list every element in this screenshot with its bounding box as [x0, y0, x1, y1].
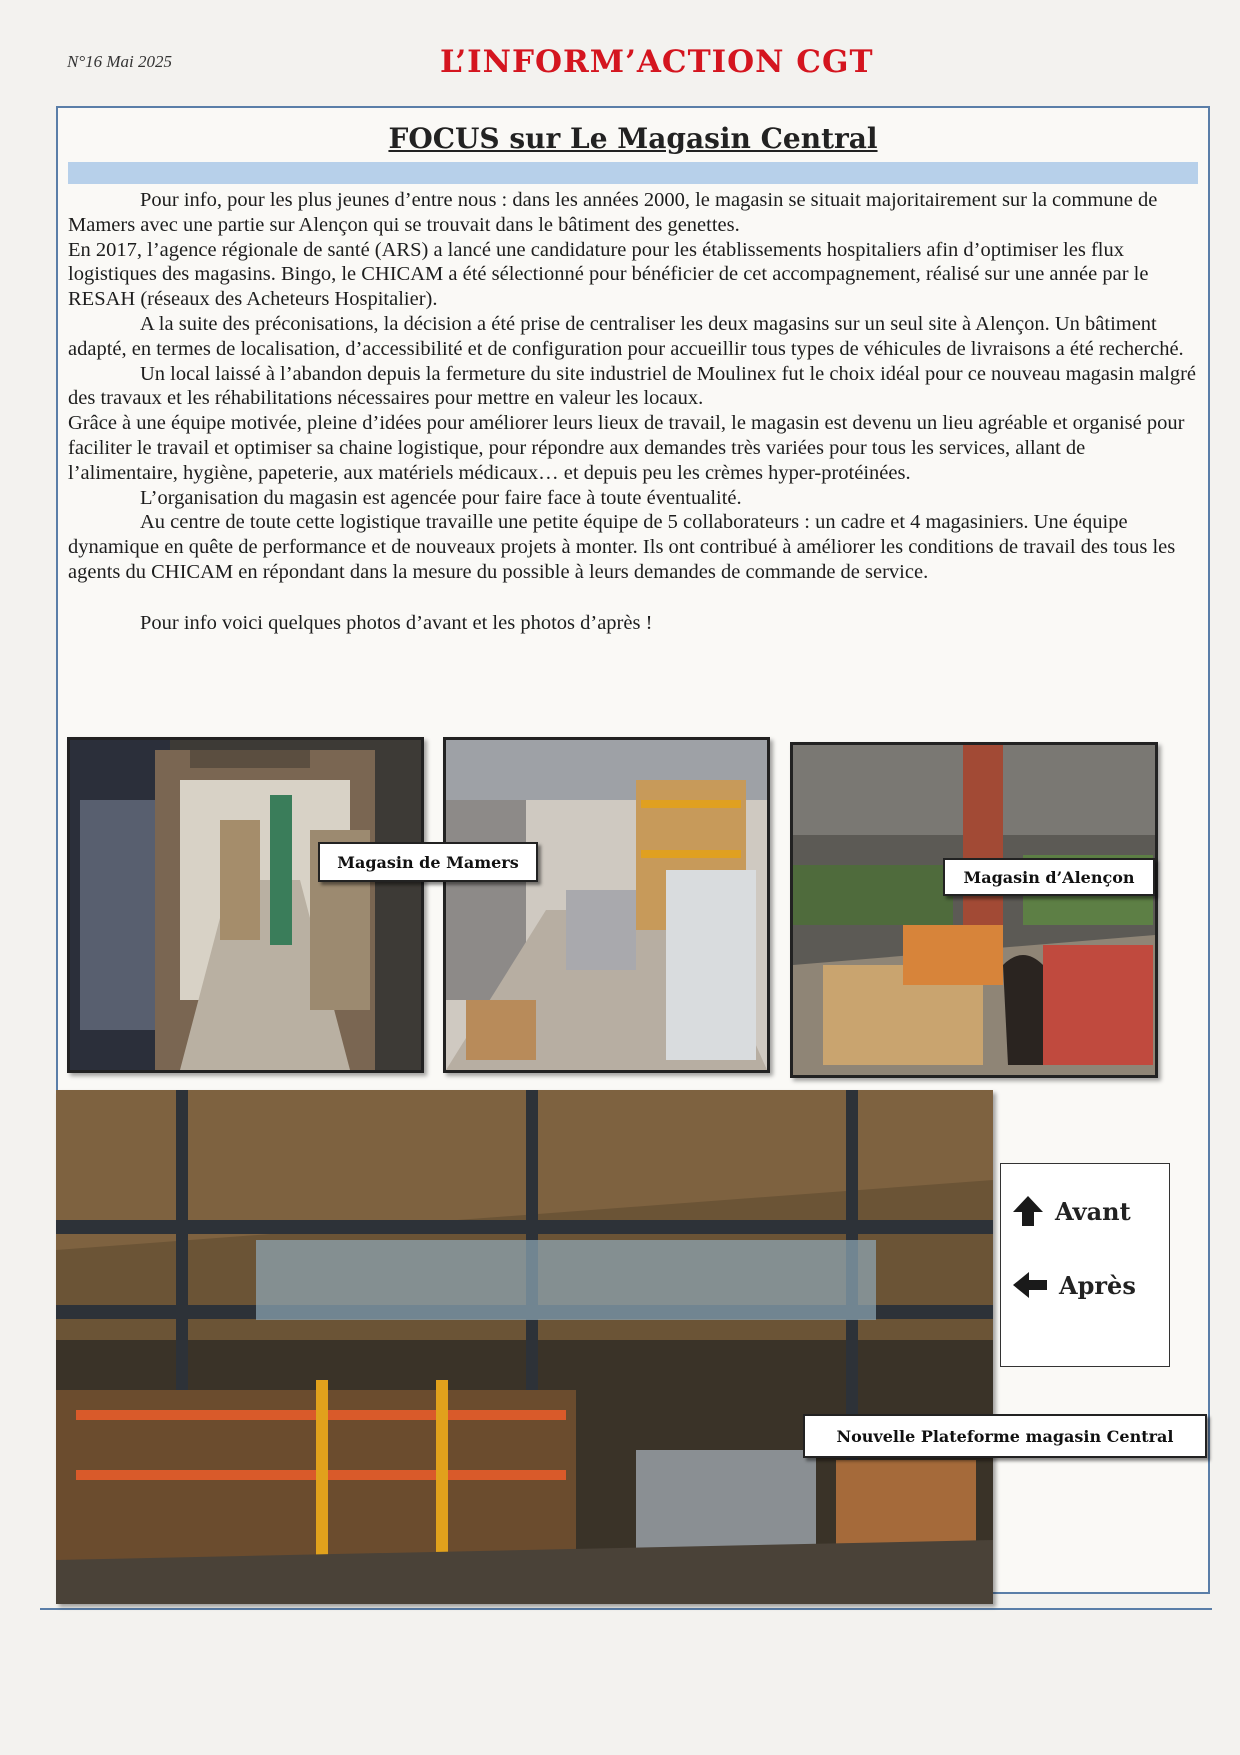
article-title: FOCUS sur Le Magasin Central — [388, 122, 878, 155]
paragraph: A la suite des préconisations, la décision a été prise de centraliser les deux magasins sur un seul site à Alençon. Un bâtiment adapté, en termes de localisation, d’accessibilité et de configuration pour accueillir tous types de véhicules de livraisons a été recherché. — [68, 312, 1184, 360]
paragraph: Grâce à une équipe motivée, pleine d’idées pour améliorer leurs lieux de travail, le magasin est devenu un lieu agréable et organisé pour faciliter le travail et optimiser sa chaine logistique, pour répondre aux demandes très variées pour tous les services, allant de l’alimentaire, hygiène, papeterie, aux matériels médicaux… et depuis peu les crèmes hyper-protéinées. — [68, 412, 1185, 484]
article-body — [68, 188, 1198, 636]
before-after-legend — [1000, 1163, 1170, 1367]
photos-intro: Pour info voici quelques photos d’avant et les photos d’après ! — [140, 611, 653, 634]
issue-number: N°16 Mai 2025 — [67, 52, 173, 71]
arrow-left-icon — [1011, 1270, 1049, 1300]
paragraph: Au centre de toute cette logistique travaille une petite équipe de 5 collaborateurs : un cadre et 4 magasiniers. Une équipe dynamique en quête de performance et de nouveaux projets à monter. Ils ont contribué à améliorer les conditions de travail des tous les agents du CHICAM en répondant dans la mesure du possible à leurs demandes de commande de service. — [68, 511, 1176, 583]
arrow-up-icon — [1011, 1194, 1045, 1228]
paragraph: Pour info, pour les plus jeunes d’entre nous : dans les années 2000, le magasin se situait majoritairement sur la commune de Mamers avec une partie sur Alençon qui se trouvait dans le bâtiment des genettes. — [68, 189, 1158, 236]
bottom-rule — [40, 1608, 1212, 1610]
photo-mamers-stock — [443, 737, 770, 1073]
caption-alencon: Magasin d’Alençon — [943, 858, 1155, 896]
legend-after — [1011, 1270, 1136, 1300]
photo-alencon — [790, 742, 1158, 1078]
caption-central: Nouvelle Plateforme magasin Central — [803, 1414, 1207, 1458]
legend-before-label: Avant — [1055, 1196, 1131, 1226]
caption-mamers: Magasin de Mamers — [318, 842, 538, 882]
title-band — [68, 162, 1198, 184]
legend-before — [1011, 1194, 1131, 1228]
show-through-text — [260, 10, 1160, 42]
legend-after-label: Après — [1059, 1270, 1136, 1300]
paragraph: L’organisation du magasin est agencée pour faire face à toute éventualité. — [140, 486, 742, 509]
paragraph: Un local laissé à l’abandon depuis la fermeture du site industriel de Moulinex fut le choix idéal pour ce nouveau magasin malgré des travaux et les réhabilitations nécessaires pour mettre en valeur les locaux. — [68, 362, 1196, 410]
paragraph: En 2017, l’agence régionale de santé (ARS) a lancé une candidature pour les établissements hospitaliers afin d’optimiser les flux logistiques des magasins. Bingo, le CHICAM a été sélectionné pour bénéficier de cet accompagnement, réalisé sur une année par le RESAH (réseaux des Acheteurs Hospitalier). — [68, 238, 1149, 311]
masthead: L’INFORM’ACTION CGT — [440, 44, 874, 80]
photo-mamers-corridor — [67, 737, 424, 1073]
photo-central-platform — [56, 1090, 993, 1604]
